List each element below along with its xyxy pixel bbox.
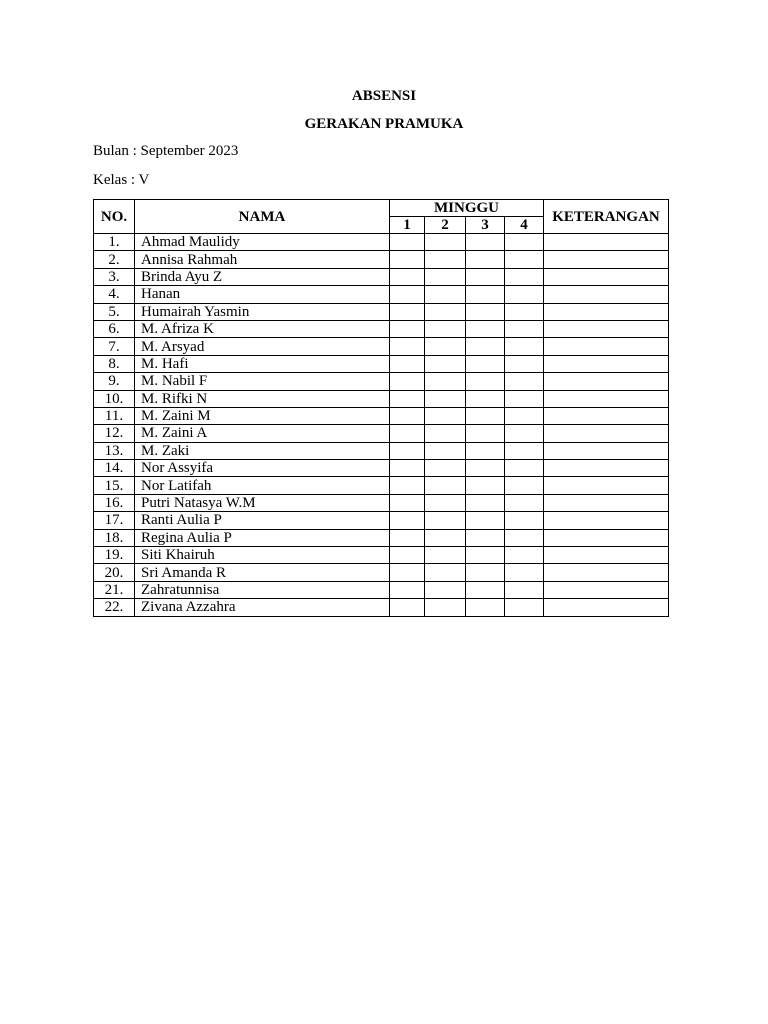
week-4-cell — [505, 373, 544, 390]
week-1-cell — [390, 286, 425, 303]
week-3-cell — [466, 234, 505, 251]
student-name: Zivana Azzahra — [135, 599, 390, 616]
table-row — [94, 425, 669, 442]
week-2-cell — [425, 268, 466, 285]
week-4-cell — [505, 407, 544, 424]
notes-cell — [544, 234, 669, 251]
row-number: 21. — [94, 581, 135, 598]
week-3-cell — [466, 512, 505, 529]
week-1-cell — [390, 547, 425, 564]
table-row — [94, 268, 669, 285]
row-number: 11. — [94, 407, 135, 424]
week-3-cell — [466, 564, 505, 581]
week-2-cell — [425, 355, 466, 372]
student-name: M. Afriza K — [135, 320, 390, 337]
table-row — [94, 320, 669, 337]
week-2-cell — [425, 286, 466, 303]
week-3-cell — [466, 407, 505, 424]
week-4-cell — [505, 581, 544, 598]
week-4-cell — [505, 268, 544, 285]
week-4-cell — [505, 529, 544, 546]
notes-cell — [544, 373, 669, 390]
week-3-cell — [466, 355, 505, 372]
week-2-cell — [425, 529, 466, 546]
student-name: M. Zaki — [135, 442, 390, 459]
table-row — [94, 390, 669, 407]
student-name: Nor Latifah — [135, 477, 390, 494]
student-name: Sri Amanda R — [135, 564, 390, 581]
student-name: Hanan — [135, 286, 390, 303]
week-2-cell — [425, 234, 466, 251]
week-4-cell — [505, 442, 544, 459]
table-row — [94, 234, 669, 251]
table-row — [94, 494, 669, 511]
document-title: ABSENSI — [351, 88, 417, 104]
table-row — [94, 407, 669, 424]
header-week-group: MINGGU — [390, 200, 544, 217]
week-4-cell — [505, 599, 544, 616]
week-1-cell — [390, 390, 425, 407]
notes-cell — [544, 251, 669, 268]
row-number: 16. — [94, 494, 135, 511]
notes-cell — [544, 338, 669, 355]
week-3-cell — [466, 320, 505, 337]
row-number: 8. — [94, 355, 135, 372]
row-number: 7. — [94, 338, 135, 355]
week-2-cell — [425, 425, 466, 442]
notes-cell — [544, 477, 669, 494]
row-number: 6. — [94, 320, 135, 337]
student-name: Siti Khairuh — [135, 547, 390, 564]
week-3-cell — [466, 390, 505, 407]
week-1-cell — [390, 581, 425, 598]
header-week-3: 3 — [466, 217, 505, 234]
student-name: Ahmad Maulidy — [135, 234, 390, 251]
week-2-cell — [425, 547, 466, 564]
student-name: Humairah Yasmin — [135, 303, 390, 320]
class-line: Kelas : V — [93, 172, 150, 188]
week-1-cell — [390, 303, 425, 320]
week-3-cell — [466, 494, 505, 511]
notes-cell — [544, 512, 669, 529]
notes-cell — [544, 407, 669, 424]
week-2-cell — [425, 460, 466, 477]
week-3-cell — [466, 303, 505, 320]
week-4-cell — [505, 251, 544, 268]
document-subtitle: GERAKAN PRAMUKA — [304, 116, 464, 132]
notes-cell — [544, 355, 669, 372]
week-1-cell — [390, 425, 425, 442]
notes-cell — [544, 494, 669, 511]
week-4-cell — [505, 494, 544, 511]
week-3-cell — [466, 251, 505, 268]
table-row — [94, 303, 669, 320]
week-2-cell — [425, 477, 466, 494]
week-3-cell — [466, 547, 505, 564]
notes-cell — [544, 581, 669, 598]
week-2-cell — [425, 251, 466, 268]
week-2-cell — [425, 338, 466, 355]
row-number: 18. — [94, 529, 135, 546]
week-3-cell — [466, 477, 505, 494]
table-row — [94, 581, 669, 598]
row-number: 17. — [94, 512, 135, 529]
header-no: NO. — [94, 200, 135, 234]
week-2-cell — [425, 373, 466, 390]
week-3-cell — [466, 268, 505, 285]
table-row — [94, 477, 669, 494]
week-4-cell — [505, 303, 544, 320]
week-1-cell — [390, 355, 425, 372]
week-3-cell — [466, 460, 505, 477]
student-name: Annisa Rahmah — [135, 251, 390, 268]
week-3-cell — [466, 442, 505, 459]
week-2-cell — [425, 303, 466, 320]
week-1-cell — [390, 529, 425, 546]
table-row — [94, 373, 669, 390]
row-number: 9. — [94, 373, 135, 390]
week-2-cell — [425, 320, 466, 337]
student-name: M. Arsyad — [135, 338, 390, 355]
week-1-cell — [390, 234, 425, 251]
table-row — [94, 547, 669, 564]
table-row — [94, 529, 669, 546]
notes-cell — [544, 286, 669, 303]
notes-cell — [544, 303, 669, 320]
student-name: Zahratunnisa — [135, 581, 390, 598]
week-2-cell — [425, 512, 466, 529]
week-3-cell — [466, 373, 505, 390]
row-number: 12. — [94, 425, 135, 442]
notes-cell — [544, 564, 669, 581]
row-number: 15. — [94, 477, 135, 494]
week-1-cell — [390, 599, 425, 616]
week-4-cell — [505, 355, 544, 372]
week-2-cell — [425, 390, 466, 407]
week-4-cell — [505, 547, 544, 564]
week-2-cell — [425, 442, 466, 459]
notes-cell — [544, 529, 669, 546]
notes-cell — [544, 268, 669, 285]
week-2-cell — [425, 494, 466, 511]
table-row — [94, 338, 669, 355]
table-row — [94, 512, 669, 529]
table-row — [94, 442, 669, 459]
row-number: 20. — [94, 564, 135, 581]
week-1-cell — [390, 407, 425, 424]
row-number: 14. — [94, 460, 135, 477]
week-2-cell — [425, 599, 466, 616]
week-2-cell — [425, 407, 466, 424]
week-3-cell — [466, 425, 505, 442]
row-number: 3. — [94, 268, 135, 285]
week-1-cell — [390, 442, 425, 459]
student-name: M. Zaini A — [135, 425, 390, 442]
week-4-cell — [505, 460, 544, 477]
week-1-cell — [390, 477, 425, 494]
week-1-cell — [390, 268, 425, 285]
student-name: Brinda Ayu Z — [135, 268, 390, 285]
student-name: M. Zaini M — [135, 407, 390, 424]
week-1-cell — [390, 460, 425, 477]
week-3-cell — [466, 599, 505, 616]
week-1-cell — [390, 512, 425, 529]
student-name: Ranti Aulia P — [135, 512, 390, 529]
table-row — [94, 286, 669, 303]
student-name: M. Hafi — [135, 355, 390, 372]
table-row — [94, 599, 669, 616]
week-3-cell — [466, 286, 505, 303]
notes-cell — [544, 390, 669, 407]
week-1-cell — [390, 494, 425, 511]
table-row — [94, 355, 669, 372]
header-week-4: 4 — [505, 217, 544, 234]
notes-cell — [544, 599, 669, 616]
week-3-cell — [466, 338, 505, 355]
student-name: Putri Natasya W.M — [135, 494, 390, 511]
student-name: M. Rifki N — [135, 390, 390, 407]
header-name: NAMA — [135, 200, 390, 234]
week-4-cell — [505, 512, 544, 529]
notes-cell — [544, 425, 669, 442]
row-number: 1. — [94, 234, 135, 251]
week-1-cell — [390, 564, 425, 581]
week-1-cell — [390, 373, 425, 390]
header-notes: KETERANGAN — [544, 200, 669, 234]
week-2-cell — [425, 564, 466, 581]
row-number: 19. — [94, 547, 135, 564]
notes-cell — [544, 320, 669, 337]
notes-cell — [544, 547, 669, 564]
week-3-cell — [466, 581, 505, 598]
week-4-cell — [505, 390, 544, 407]
notes-cell — [544, 460, 669, 477]
week-1-cell — [390, 320, 425, 337]
notes-cell — [544, 442, 669, 459]
week-4-cell — [505, 564, 544, 581]
week-1-cell — [390, 251, 425, 268]
week-3-cell — [466, 529, 505, 546]
attendance-table — [93, 199, 669, 617]
week-4-cell — [505, 320, 544, 337]
student-name: Regina Aulia P — [135, 529, 390, 546]
student-name: Nor Assyifa — [135, 460, 390, 477]
row-number: 4. — [94, 286, 135, 303]
week-1-cell — [390, 338, 425, 355]
row-number: 5. — [94, 303, 135, 320]
table-row — [94, 460, 669, 477]
row-number: 10. — [94, 390, 135, 407]
week-2-cell — [425, 581, 466, 598]
student-name: M. Nabil F — [135, 373, 390, 390]
header-week-1: 1 — [390, 217, 425, 234]
table-row — [94, 251, 669, 268]
row-number: 22. — [94, 599, 135, 616]
row-number: 2. — [94, 251, 135, 268]
week-4-cell — [505, 477, 544, 494]
month-line: Bulan : September 2023 — [93, 143, 239, 159]
week-4-cell — [505, 234, 544, 251]
week-4-cell — [505, 286, 544, 303]
row-number: 13. — [94, 442, 135, 459]
week-4-cell — [505, 338, 544, 355]
table-row — [94, 564, 669, 581]
week-4-cell — [505, 425, 544, 442]
header-week-2: 2 — [425, 217, 466, 234]
